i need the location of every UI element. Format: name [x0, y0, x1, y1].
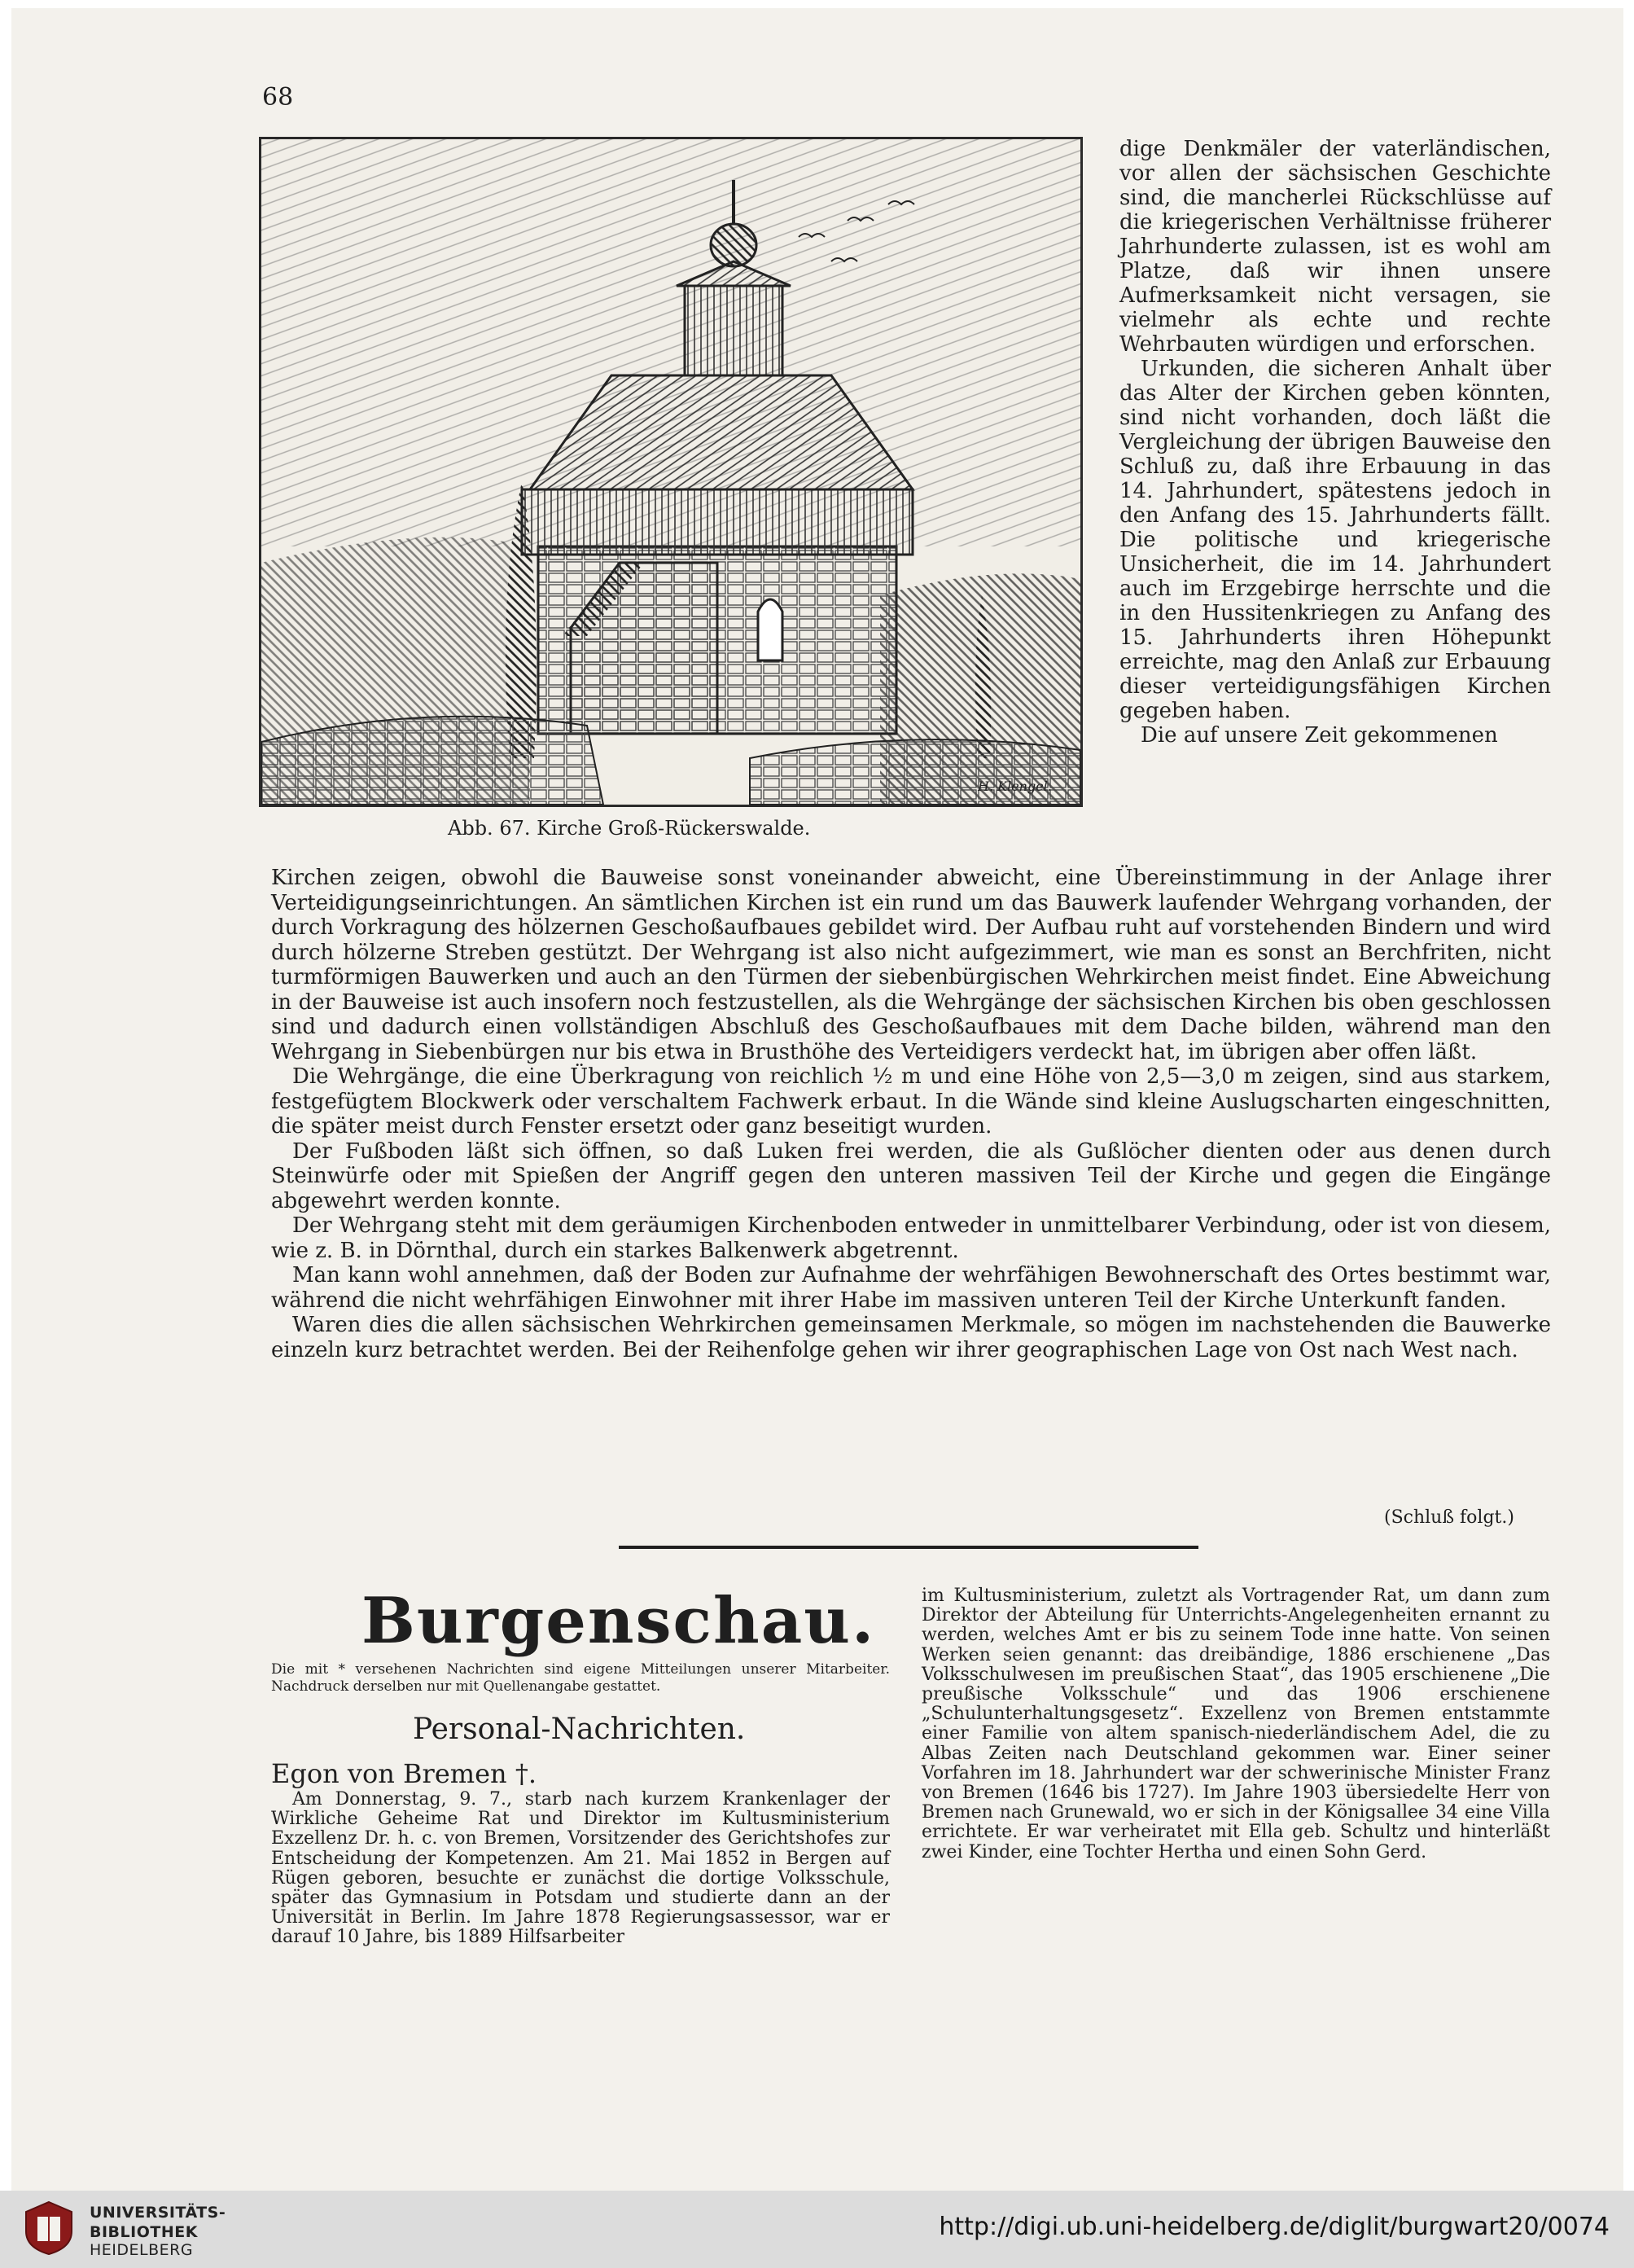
figure-caption: Abb. 67. Kirche Groß-Rückerswalde. [448, 817, 811, 840]
section-subtitle: Personal-Nachrichten. [413, 1713, 746, 1746]
paragraph: Kirchen zeigen, obwohl die Bauweise sonst voneinander abweicht, eine Übereinstimmung in der Anlage ihrer Verteidigungseinrichtungen. An sämtlichen Kirchen ist ein rund um das Bauwerk laufender Wehrgang vorhanden, der durch Vorkragung des hölzernen Geschoßaufbaues gebildet wird. Der Aufbau ruht auf vorstehenden Bindern und wird durch hölzerne Streben gestützt. Der Wehrgang ist also nicht aufgezimmert, wie man es sonst an Berchfriten, nicht turmförmigen Bauwerken und auch an den Türmen der siebenbürgischen Wehrkirchen meist findet. Eine Abweichung in der Bauweise ist auch insofern noch festzustellen, als die Wehrgänge der sächsischen Kirchen bis oben geschlossen sind und dadurch einen vollständigen Abschluß des Geschoßaufbaues mit dem Dache bilden, während man den Wehrgang in Siebenbürgen nur bis etwa in Brusthöhe des Verteidigers verdeckt hat, im übrigen aber offen läßt. [271, 866, 1551, 1064]
paragraph: im Kultusministerium, zuletzt als Vortragender Rat, um dann zum Direktor der Abteilung für Unterrichts-Angelegenheiten ernannt zu werden, welches Amt er bis zu seinem Tode inne hatte. Von seinen Werken seien genannt: das dreibändige, 1886 erschienene „Das Volksschulwesen im preußischen Staat“, das 1905 erschienene „Die preußische Volksschule“ und das 1906 erschienene „Schulunterhaltungsgesetz“. Exzellenz von Bremen entstammte einer Familie von altem spanisch-niederländischem Adel, die zu Albas Zeiten nach Deutschland gekommen war. Einer seiner Vorfahren im 18. Jahrhundert war der schwerinische Minister Franz von Bremen (1646 bis 1727). Im Jahre 1903 übersiedelte Herr von Bremen nach Grunewald, wo er sich in der Königsallee 34 eine Villa errichtete. Er war verheiratet mit Ella geb. Schultz und hinterläßt zwei Kinder, eine Tochter Hertha und einen Sohn Gerd. [922, 1586, 1550, 1862]
paragraph: Urkunden, die sicheren Anhalt über das Alter der Kirchen geben könnten, sind nicht vorhanden, doch läßt die Vergleichung der übrigen Bauweise den Schluß zu, daß ihre Erbauung in das 14. Jahrhundert, spätestens jedoch in den Anfang des 15. Jahrhunderts fällt. Die politische und kriegerische Unsicherheit, die im 14. Jahrhundert auch im Erzgebirge herrschte und die in den Hussitenkriegen zu Anfang des 15. Jahrhunderts ihren Höhepunkt erreichte, mag den Anlaß zur Erbauung dieser verteidigungsfähigen Kirchen gegeben haben. [1119, 357, 1551, 723]
obituary-name: Egon von Bremen †. [271, 1758, 537, 1789]
source-url-link[interactable]: http://digi.ub.uni-heidelberg.de/diglit/burgwart20/0074 [939, 2213, 1610, 2241]
illustration-signature: H. Klengel. [978, 779, 1052, 794]
library-name-line2: BIBLIOTHEK [90, 2223, 198, 2241]
library-name-line1: UNIVERSITÄTS- [90, 2204, 226, 2222]
library-logo-icon [23, 2199, 75, 2257]
obituary-right-column [922, 1586, 1550, 1862]
paragraph: Waren dies die allen sächsischen Wehrkirchen gemeinsamen Merkmale, so mögen im nachstehenden die Bauwerke einzeln kurz betrachtet werden. Bei der Reihenfolge gehen wir ihrer geographischen Lage von Ost nach West nach. [271, 1313, 1551, 1362]
church-illustration [259, 137, 1083, 807]
paragraph: dige Denkmäler der vaterländischen, vor allen der sächsischen Geschichte sind, die mancherlei Rückschlüsse auf die kriegerischen Verhältnisse früherer Jahrhunderte zulassen, ist es wohl am Platze, daß wir ihnen unsere Aufmerksamkeit nicht versagen, sie vielmehr als echte und rechte Wehrbauten würdigen und erforschen. [1119, 137, 1551, 357]
body-text-full-width [271, 866, 1551, 1362]
closing-note: (Schluß folgt.) [1384, 1507, 1514, 1528]
page-number: 68 [262, 83, 294, 112]
section-divider [619, 1546, 1198, 1549]
paragraph: Der Fußboden läßt sich öffnen, so daß Luken frei werden, die als Gußlöcher dienten oder aus denen durch Steinwürfe oder mit Spießen der Angriff gegen den unteren massiven Teil der Kirche und gegen die Eingänge abgewehrt werden konnte. [271, 1138, 1551, 1213]
paragraph: Man kann wohl annehmen, daß der Boden zur Aufnahme der wehrfähigen Bewohnerschaft des Ortes bestimmt war, während die nicht wehrfähigen Einwohner mit ihrer Habe im massiven unteren Teil der Kirche Unterkunft fanden. [271, 1263, 1551, 1313]
body-text-right-column [1119, 137, 1551, 748]
paragraph: Am Donnerstag, 9. 7., starb nach kurzem Krankenlager der Wirkliche Geheime Rat und Direktor im Kultusministerium Exzellenz Dr. h. c. von Bremen, Vorsitzender des Gerichtshofes zur Entscheidung der Kompetenzen. Am 21. Mai 1852 in Bergen auf Rügen geboren, besuchte er zunächst die dortige Volksschule, später das Gymnasium in Potsdam und studierte dann an der Universität in Berlin. Im Jahre 1878 Regierungsassessor, war er darauf 10 Jahre, bis 1889 Hilfsarbeiter [271, 1789, 890, 1948]
section-heading: Burgenschau. [361, 1584, 876, 1658]
library-footer [0, 2191, 1634, 2268]
church-drawing [261, 139, 1080, 805]
paragraph: Der Wehrgang steht mit dem geräumigen Kirchenboden entweder in unmittelbarer Verbindung, oder ist von diesem, wie z. B. in Dörnthal, durch ein starkes Balkenwerk abgetrennt. [271, 1213, 1551, 1263]
paragraph: Die Wehrgänge, die eine Überkragung von reichlich ½ m und eine Höhe von 2,5—3,0 m zeigen, sind aus starkem, festgefügtem Blockwerk oder verschaltem Fachwerk erbaut. In die Wände sind kleine Auslugscharten eingeschnitten, die später meist durch Fenster ersetzt oder ganz beseitigt wurden. [271, 1064, 1551, 1138]
obituary-left-column [271, 1790, 890, 1948]
section-note: Die mit * versehenen Nachrichten sind eigene Mitteilungen unserer Mitarbeiter. Nachdruck derselben nur mit Quellenangabe gestattet. [271, 1661, 890, 1695]
paragraph: Die auf unsere Zeit gekommenen [1141, 723, 1498, 748]
library-name-line3: HEIDELBERG [90, 2241, 194, 2259]
